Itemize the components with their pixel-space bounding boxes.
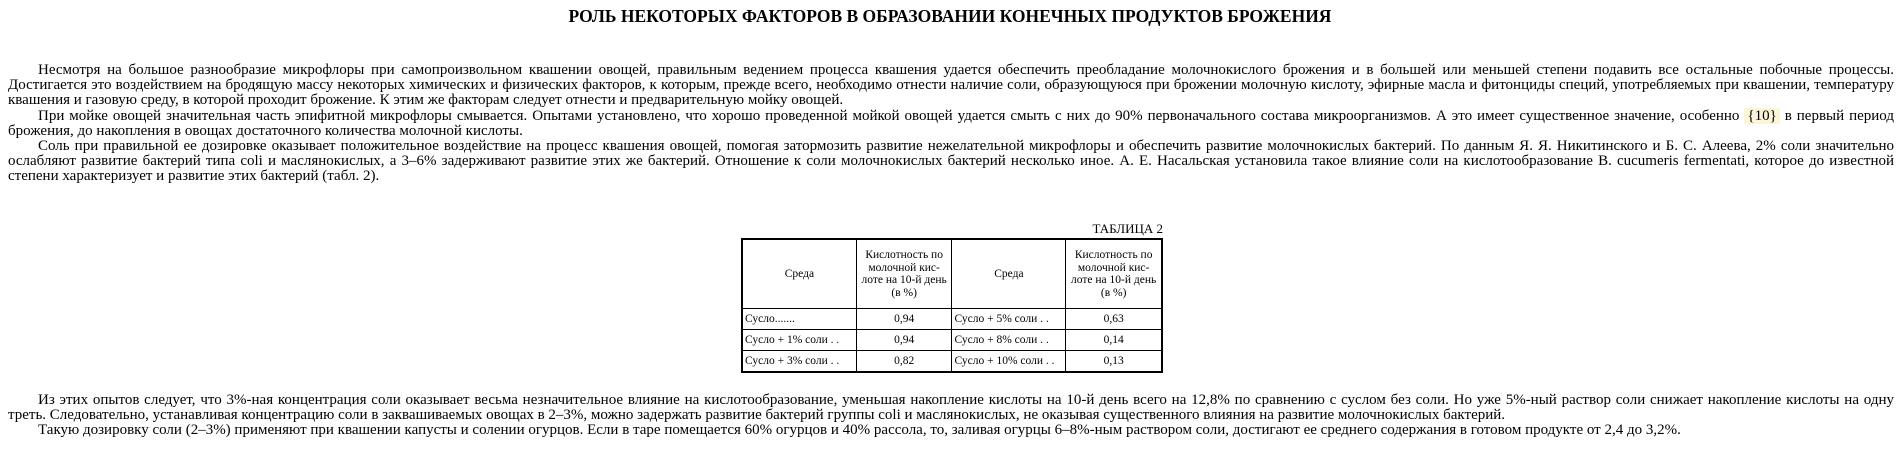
header-acidity-2: Кислотность по молочной кис-лоте на 10-й день (в %) (1066, 239, 1162, 309)
header-medium-2: Среда (952, 239, 1066, 309)
table-header-row (742, 239, 1162, 309)
cell-acidity: 0,13 (1066, 351, 1162, 373)
cell-acidity: 0,82 (856, 351, 952, 373)
cell-acidity: 0,14 (1066, 330, 1162, 351)
header-acidity-1: Кислотность по молочной кис-лоте на 10-й день (в %) (856, 239, 952, 309)
cell-medium: Сусло....... (742, 309, 856, 330)
paragraph-4: Из этих опытов следует, что 3%-ная концентрация соли оказывает весьма незначительное влияние на кислотообразование, уменьшая накопление кислоты на 10-й день всего на 12,8% по сравнению с суслом без соли. Но уже 5%-ный раствор соли снижает накопление кислоты на одну треть. Следовательно, устанавливая концентрацию соли в заквашиваемых овощах в 2–3%, можно задержать развитие бактерий группы coli и маслянокислых, не оказывая существенного влияния на развитие молочнокислых бактерий. (8, 392, 1894, 424)
paragraph-2 (8, 109, 1894, 139)
section-title: РОЛЬ НЕКОТОРЫХ ФАКТОРОВ В ОБРАЗОВАНИИ КОНЕЧНЫХ ПРОДУКТОВ БРОЖЕНИЯ (568, 6, 1332, 26)
paragraph-2-text: При мойке овощей значительная часть эпифитной микрофлоры смывается. Опытами установлено, что хорошо проведенной мойкой овощей удается смыть с них до 90% первоначального состава микроорганизмов. А это имеет существенное значение, особенно (38, 107, 1740, 124)
cell-acidity: 0,94 (856, 330, 952, 351)
table-2 (741, 222, 1163, 373)
acidity-table (741, 238, 1163, 373)
table-caption: ТАБЛИЦА 2 (1092, 221, 1163, 236)
paragraph-3: Соль при правильной ее дозировке оказывает положительное воздействие на процесс квашения овощей, помогая затормозить развитие нежелательной микрофлоры и обеспечить развитие молочнокислых бактерий. По данным Я. Я. Никитинского и Б. С. Алеева, 2% соли значительно ослабляют развитие бактерий типа coli и маслянокислых, а 3–6% задерживают развитие этих же бактерий. Отношение к соли молочнокислых бактерий несколько иное. А. Е. Насальская установила такое влияние соли на кислотообразование B. cucumeris fermentati, которое до известной степени характеризует и развитие этих бактерий (табл. 2). (8, 138, 1894, 185)
cell-medium: Сусло + 10% соли . . (952, 351, 1066, 373)
table-row (742, 309, 1162, 330)
cell-medium: Сусло + 1% соли . . (742, 330, 856, 351)
cell-acidity: 0,63 (1066, 309, 1162, 330)
paragraph-2-continuation: в первый период брожения, до накопления в овощах достаточного количества молочной кислоты. (8, 107, 1894, 139)
paragraph-5: Такую дозировку соли (2–3%) применяют при квашении капусты и солении огурцов. Если в таре помещается 60% огурцов и 40% рассола, то, заливая огурцы 6–8%-ным раствором соли, достигают ее среднего содержания в готовом продукте от 2,4 до 3,2%. (38, 422, 1681, 439)
conclusion-text (8, 393, 1894, 439)
table-row (742, 351, 1162, 373)
cell-medium: Сусло + 3% соли . . (742, 351, 856, 373)
cell-acidity: 0,94 (856, 309, 952, 330)
header-medium-1: Среда (742, 239, 856, 309)
table-row (742, 330, 1162, 351)
cell-medium: Сусло + 5% соли . . (952, 309, 1066, 330)
reference-link[interactable]: {10} (1744, 108, 1779, 124)
paragraph-1: Несмотря на большое разнообразие микрофлоры при самопроизвольном квашении овощей, правильным ведением процесса квашения удается обеспечить преобладание молочнокислого брожения и в большей или меньшей степени подавить все остальные побочные процессы. Достигается это воздействием на бродящую массу некоторых химических и физических факторов, к которым, прежде всего, необходимо отнести наличие соли, образующуюся при брожении молочную кислоту, эфирные масла и фитонциды специй, употребляемых при квашении, температуру квашения и газовую среду, в которой проходит брожение. К этим же факторам следует отнести и предварительную мойку овощей. (8, 62, 1894, 109)
cell-medium: Сусло + 8% соли . . (952, 330, 1066, 351)
body-text (8, 63, 1894, 185)
